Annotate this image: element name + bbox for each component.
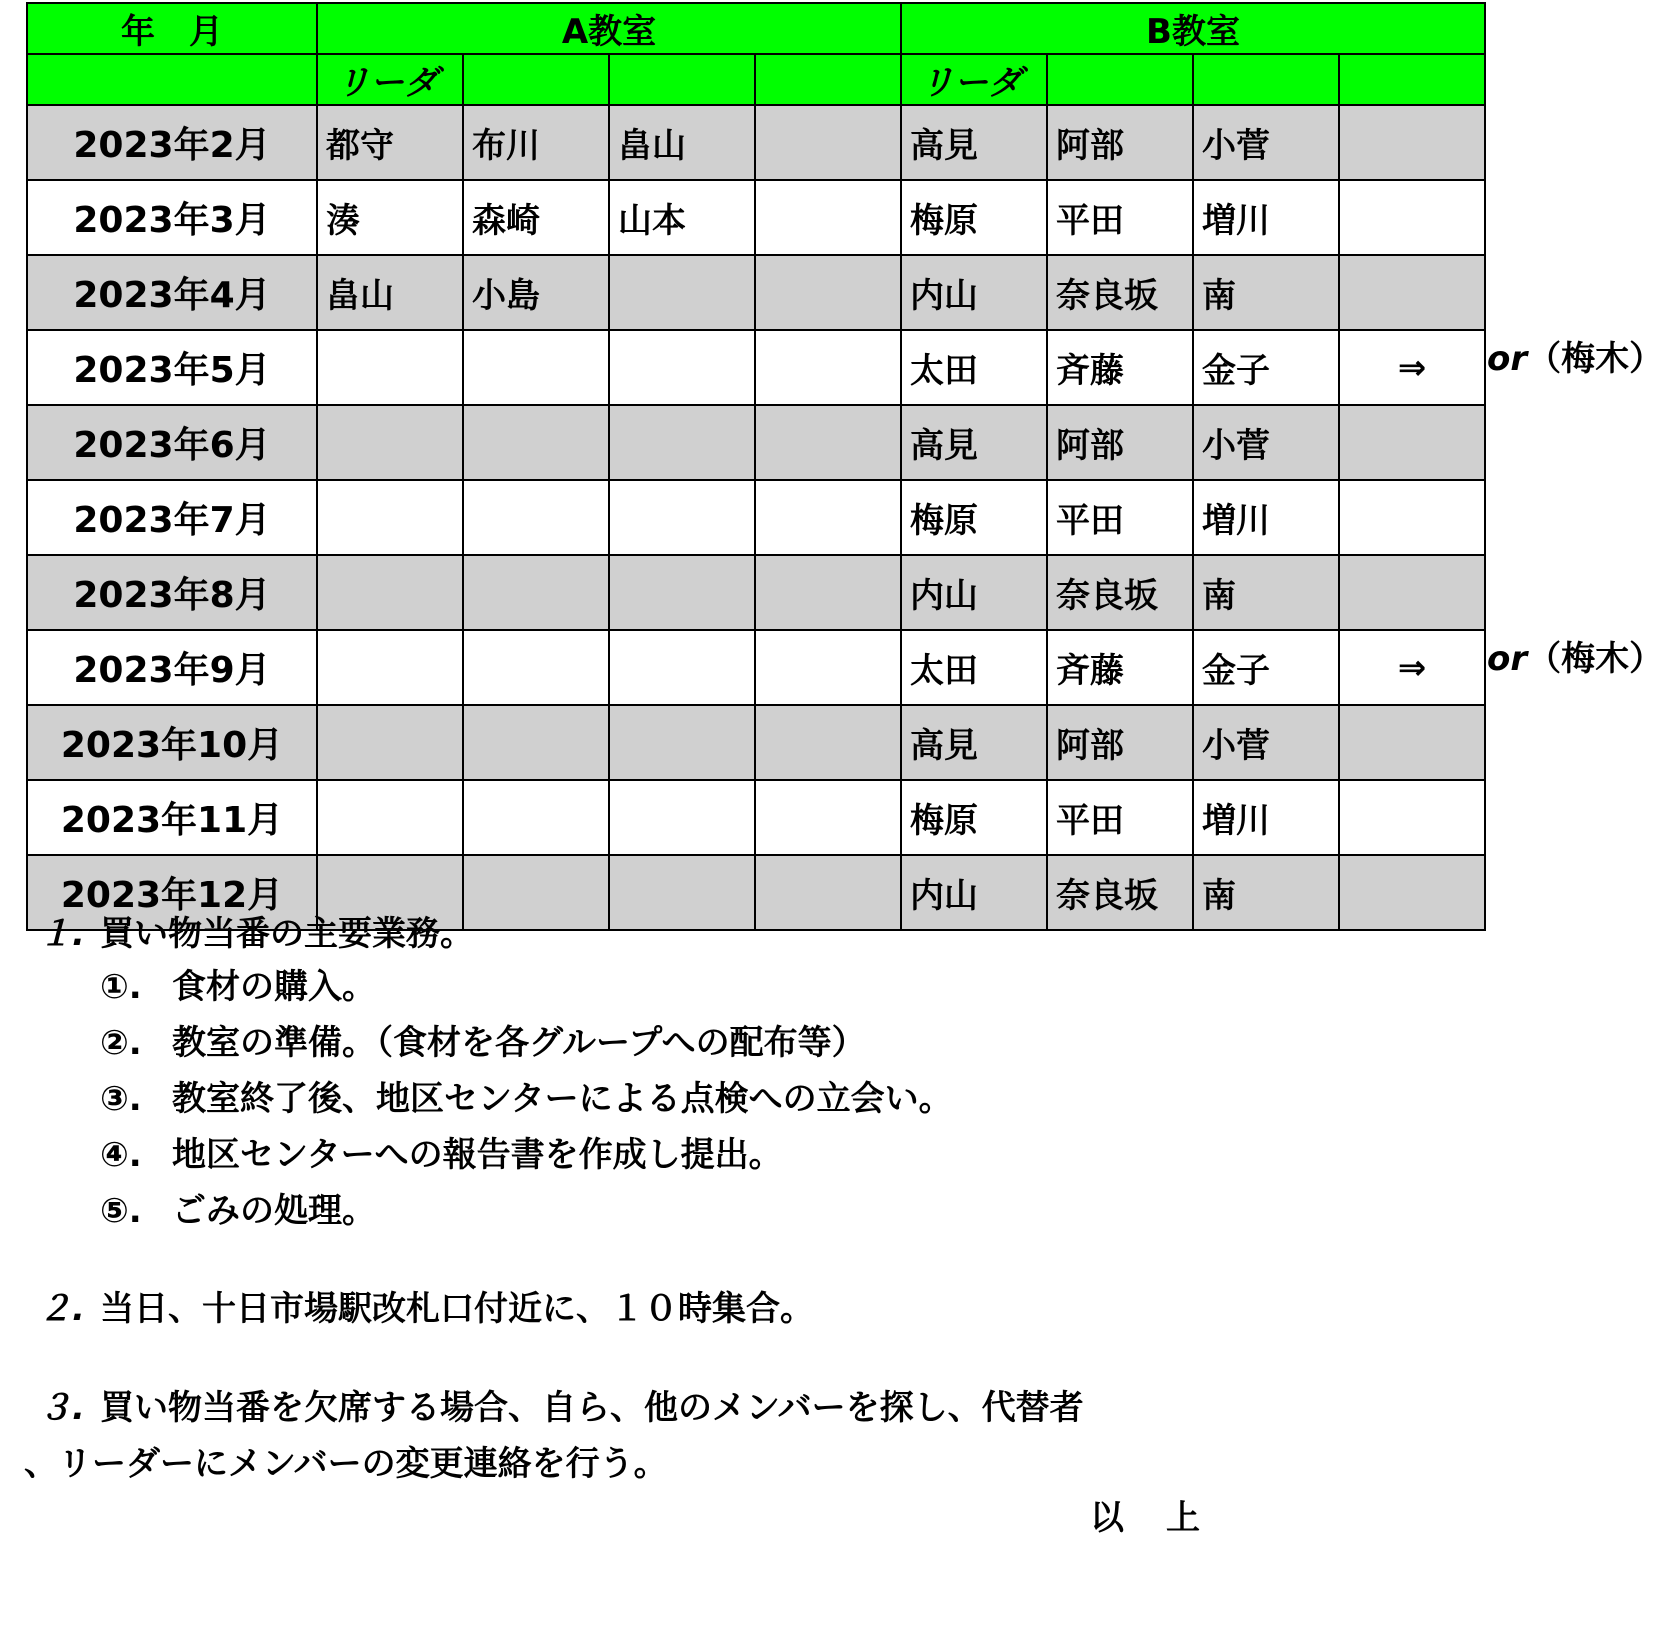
sub-text: 教室の準備。（食材を各グループへの配布等） [172,1023,866,1063]
class-b-member-cell [1339,780,1485,855]
class-a-member-cell [463,330,609,405]
class-b-member-cell: 増川 [1193,780,1339,855]
class-b-member-cell [1339,555,1485,630]
class-a-member-cell [609,855,755,930]
class-a-member-cell [609,255,755,330]
note-text: 当日、十日市場駅改札口付近に、１０時集合。 [100,1289,814,1329]
alternate-name: （梅木） [1527,339,1664,379]
sub-number: ⑤. [100,1191,142,1231]
class-a-member-cell [755,630,901,705]
arrow-icon: ⇒ [1339,630,1485,705]
month-cell: 2023年11月 [27,780,317,855]
class-b-member-cell: 金子 [1193,330,1339,405]
sub-item-4 [100,1127,783,1176]
class-b-member-cell [1339,480,1485,555]
sub-text: ごみの処理。 [172,1191,376,1231]
sub-text: 教室終了後、地区センターによる点検への立会い。 [172,1079,953,1119]
class-a-member-cell [609,555,755,630]
month-cell: 2023年12月 [27,855,317,930]
class-a-member-cell [317,630,463,705]
class-a-member-cell [755,555,901,630]
class-a-member-cell [755,180,901,255]
note-text: 、リーダーにメンバーの変更連絡を行う。 [24,1444,668,1484]
class-a-member-cell [755,405,901,480]
class-a-member-cell: 小島 [463,255,609,330]
class-a-header: A教室 [317,3,901,54]
class-b-member-cell: 平田 [1047,180,1193,255]
class-a-member-cell: 布川 [463,105,609,180]
month-cell: 2023年4月 [27,255,317,330]
table-row [27,630,1485,705]
alternate-note [1487,331,1663,380]
arrow-icon: ⇒ [1339,330,1485,405]
class-a-leader-header: リーダ [317,54,463,105]
class-a-member-cell [609,480,755,555]
class-b-header: B教室 [901,3,1485,54]
table-row [27,555,1485,630]
class-a-member-header [463,54,609,105]
or-label: or [1487,639,1528,679]
class-a-member-cell [463,405,609,480]
class-b-member-cell: 増川 [1193,180,1339,255]
class-a-member-cell [317,405,463,480]
month-cell: 2023年2月 [27,105,317,180]
class-a-member-cell [317,780,463,855]
class-b-member-cell: 金子 [1193,630,1339,705]
class-b-member-cell [1339,705,1485,780]
sub-item-3 [100,1071,953,1120]
table-row [27,255,1485,330]
class-b-member-cell [1339,855,1485,930]
sub-text: 食材の購入。 [172,967,376,1007]
class-a-member-cell [317,705,463,780]
note-text: 買い物当番の主要業務。 [100,914,474,954]
class-b-member-cell: 高見 [901,705,1047,780]
class-b-member-cell: 高見 [901,105,1047,180]
class-b-member-cell [1339,105,1485,180]
class-b-member-cell: 平田 [1047,780,1193,855]
month-cell: 2023年10月 [27,705,317,780]
note-number: ３. [38,1388,85,1428]
sub-item-1 [100,959,376,1008]
note-number: １. [38,914,85,954]
class-a-member-cell: 畠山 [609,105,755,180]
table-row [27,705,1485,780]
class-b-member-cell: 梅原 [901,780,1047,855]
month-cell: 2023年8月 [27,555,317,630]
class-b-member-cell: 南 [1193,555,1339,630]
class-b-member-cell: 太田 [901,630,1047,705]
class-b-member-header [1047,54,1193,105]
note-item-2 [38,1281,814,1330]
alternate-name: （梅木） [1527,639,1664,679]
class-b-member-cell: 内山 [901,555,1047,630]
class-b-member-cell [1339,180,1485,255]
note-number: ２. [38,1289,85,1329]
sub-text: 地区センターへの報告書を作成し提出。 [172,1135,783,1175]
class-a-member-cell: 畠山 [317,255,463,330]
month-column-header: 年 月 [27,3,317,54]
month-cell: 2023年3月 [27,180,317,255]
table-row [27,480,1485,555]
class-a-member-cell [463,780,609,855]
closing-remark: 以 上 [1090,1498,1204,1538]
note-item-3-continued [24,1436,668,1485]
sub-number: ③. [100,1079,142,1119]
class-b-member-cell: 小菅 [1193,405,1339,480]
class-b-member-cell: 小菅 [1193,705,1339,780]
sub-item-5 [100,1183,376,1232]
class-a-member-cell [755,480,901,555]
header-row-top [27,3,1485,54]
class-b-member-cell: 増川 [1193,480,1339,555]
class-b-member-cell: 阿部 [1047,105,1193,180]
class-a-member-cell [317,555,463,630]
table-row [27,180,1485,255]
class-a-member-cell [609,630,755,705]
class-a-member-cell [609,780,755,855]
month-cell: 2023年5月 [27,330,317,405]
class-b-member-cell: 斉藤 [1047,330,1193,405]
class-b-member-cell: 内山 [901,855,1047,930]
class-a-member-cell: 山本 [609,180,755,255]
class-a-member-cell [317,330,463,405]
class-a-member-cell [609,705,755,780]
class-a-member-cell [755,780,901,855]
class-a-member-cell: 都守 [317,105,463,180]
class-a-member-cell [755,705,901,780]
header-row-sub [27,54,1485,105]
sub-number: ②. [100,1023,142,1063]
class-b-member-cell: 南 [1193,855,1339,930]
class-b-member-header [1193,54,1339,105]
class-a-member-cell [755,255,901,330]
table-row [27,105,1485,180]
class-a-member-cell [463,555,609,630]
class-a-member-cell [609,330,755,405]
class-a-member-cell [463,480,609,555]
month-subheader [27,54,317,105]
class-b-member-cell: 阿部 [1047,705,1193,780]
month-cell: 2023年9月 [27,630,317,705]
table-row [27,330,1485,405]
class-b-member-cell: 太田 [901,330,1047,405]
sub-number: ①. [100,967,142,1007]
sub-number: ④. [100,1135,142,1175]
class-a-member-cell [463,855,609,930]
class-b-member-cell: 小菅 [1193,105,1339,180]
class-a-member-cell [317,480,463,555]
class-b-member-cell: 高見 [901,405,1047,480]
alternate-note [1487,631,1663,680]
class-a-member-cell [609,405,755,480]
or-label: or [1487,339,1528,379]
class-b-member-cell: 阿部 [1047,405,1193,480]
class-b-member-cell [1339,405,1485,480]
class-b-member-cell: 梅原 [901,180,1047,255]
month-cell: 2023年6月 [27,405,317,480]
class-a-member-cell: 湊 [317,180,463,255]
class-a-member-cell [463,705,609,780]
schedule-table [26,2,1486,931]
schedule-body [27,105,1485,930]
sub-item-2 [100,1015,866,1064]
class-b-member-cell: 平田 [1047,480,1193,555]
class-a-member-cell [755,105,901,180]
class-a-member-cell [463,630,609,705]
class-a-member-cell [755,855,901,930]
class-b-member-header [1339,54,1485,105]
class-a-member-header [609,54,755,105]
class-b-member-cell: 内山 [901,255,1047,330]
class-b-member-cell: 奈良坂 [1047,555,1193,630]
table-row [27,780,1485,855]
class-b-member-cell [1339,255,1485,330]
month-cell: 2023年7月 [27,480,317,555]
class-b-member-cell: 奈良坂 [1047,855,1193,930]
class-b-member-cell: 奈良坂 [1047,255,1193,330]
class-a-member-header [755,54,901,105]
class-a-member-cell [755,330,901,405]
class-b-member-cell: 南 [1193,255,1339,330]
class-b-member-cell: 梅原 [901,480,1047,555]
note-item-1 [38,906,474,955]
table-row [27,405,1485,480]
note-text: 買い物当番を欠席する場合、自ら、他のメンバーを探し、代替者 [100,1388,1084,1428]
class-b-member-cell: 斉藤 [1047,630,1193,705]
note-item-3 [38,1380,1084,1429]
class-b-leader-header: リーダ [901,54,1047,105]
class-a-member-cell: 森崎 [463,180,609,255]
